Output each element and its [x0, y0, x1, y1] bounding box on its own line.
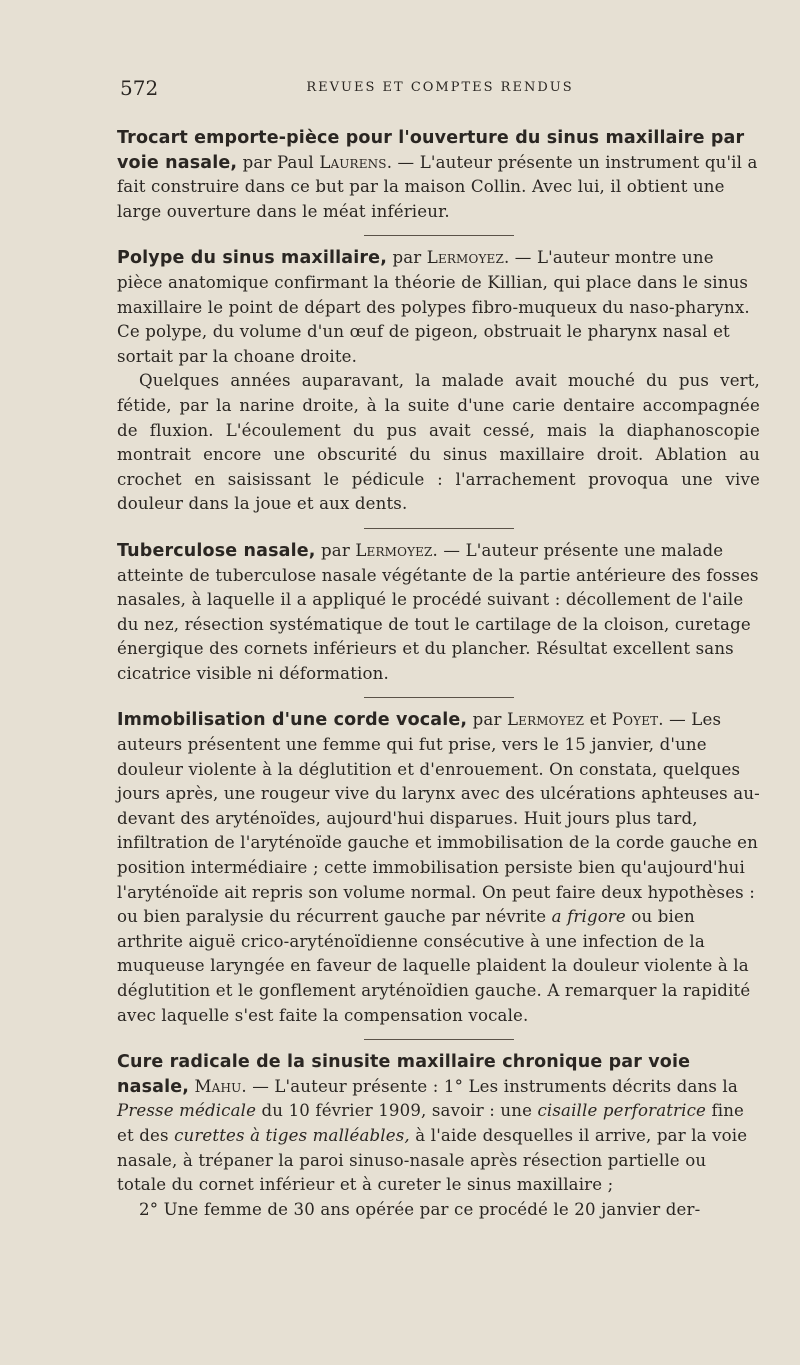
- paragraph: Quelques années auparavant, la malade avait mouché du pus vert, fétide, par la narine droite, à la suite d'une carie dentaire accompagnée de fluxion. L'écoulement du pus avait cessé, mais la diaphanoscopie montrait encore une obscurité du sinus maxillaire droit. Ablation au crochet en saisissant le pédicule : l'arrachement provoqua une vive douleur dans la joue et aux dents.: [117, 371, 760, 514]
- section-title: Trocart emporte-pièce pour l'ouverture du sinus maxillaire par voie nasale,: [117, 128, 745, 173]
- author-name: Mahu: [194, 1076, 242, 1096]
- section-title: Cure radicale de la sinusite maxillaire chronique par voie nasale,: [117, 1052, 691, 1097]
- italic-term: cisaille perforatrice: [537, 1101, 707, 1121]
- section-trocart: Trocart emporte-pièce pour l'ouverture du sinus maxillaire par voie nasale, par Paul Laurens. — L'auteur présente un instrument qu'il a fait construire dans ce but par la maison Collin. Avec lui, il obtient une large ouverture dans le méat inférieur.: [117, 128, 758, 221]
- section-title: Tuberculose nasale,: [117, 540, 316, 561]
- author-name: Lermoyez: [355, 540, 433, 560]
- section-title: Polype du sinus maxillaire,: [117, 248, 387, 269]
- section-divider: [364, 528, 514, 529]
- page-number: 572: [120, 76, 159, 100]
- italic-term: Presse médicale: [117, 1101, 257, 1121]
- author-name: Laurens: [319, 152, 387, 172]
- section-divider: [364, 697, 514, 698]
- author-name: Lermoyez: [426, 248, 504, 268]
- article-body: [117, 126, 760, 1233]
- section-title: Immobilisation d'une corde vocale,: [117, 710, 468, 731]
- italic-term: curettes à tiges malléables,: [174, 1125, 410, 1145]
- section-cure-radicale: Cure radicale de la sinusite maxillaire chronique par voie nasale, Mahu. — L'auteur présente : 1° Les instruments décrits dans la Presse médicale du 10 février 1909, savoir : une cisaille perforatrice fine et des curettes à tiges malléables, à l'aide desquelles il arrive, par la voie nasale, à trépaner la paroi sinuso-nasale après résection partielle ou totale du cornet inférieur et à cureter le sinus maxillaire ; 2° Une femme de 30 ans opérée par ce procédé le 20 janvier der-: [117, 1050, 760, 1222]
- page-header: [120, 76, 760, 102]
- running-title: REVUES ET COMPTES RENDUS: [306, 80, 574, 95]
- section-divider: [364, 1039, 514, 1040]
- section-tuberculose: Tuberculose nasale, par Lermoyez. — L'auteur présente une malade atteinte de tuberculose nasale végétante de la partie antérieure des fosses nasales, à laquelle il a appliqué le procédé suivant : décollement de l'aile du nez, résection systématique de tout le cartilage de la cloison, curetage énergique des cornets inférieurs et du plancher. Résultat excellent sans cicatrice visible ni déformation.: [117, 540, 759, 683]
- section-polype: Polype du sinus maxillaire, par Lermoyez. — L'auteur montre une pièce anatomique confirmant la théorie de Killian, qui place dans le sinus maxillaire le point de départ des polypes fibro-muqueux du naso-pharynx. Ce polype, du volume d'un œuf de pigeon, obstruait le pharynx nasal et sortait par la choane droite. Quelques années auparavant, la malade avait mouché du pus vert, fétide, par la narine droite, à la suite d'une carie dentaire accompagnée de fluxion. L'écoulement du pus avait cessé, mais la diaphanoscopie montrait encore une obscurité du sinus maxillaire droit. Ablation au crochet en saisissant le pédicule : l'arrachement provoqua une vive douleur dans la joue et aux dents.: [117, 246, 760, 517]
- paragraph: 2° Une femme de 30 ans opérée par ce procédé le 20 janvier der-: [139, 1199, 701, 1219]
- author-name: Poyet: [611, 710, 659, 730]
- author-name: Lermoyez: [506, 710, 585, 730]
- italic-term: a frigore: [551, 907, 626, 927]
- section-immobilisation: Immobilisation d'une corde vocale, par Lermoyez et Poyet. — Les auteurs présentent une femme qui fut prise, vers le 15 janvier, d'une douleur violente à la déglutition et d'enrouement. On constata, quelques jours après, une rougeur vive du larynx avec des ulcérations aphteuses au-devant des aryténoïdes, aujourd'hui disparues. Huit jours plus tard, infiltration de l'aryténoïde gauche et immobilisation de la corde gauche en position intermédiaire ; cette immobilisation persiste bien qu'aujourd'hui l'aryténoïde ait repris son volume normal. On peut faire deux hypothèses : ou bien paralysie du récurrent gauche par névrite a frigore ou bien arthrite aiguë crico-aryténoïdienne consécutive à une infection de la muqueuse laryngée en faveur de laquelle plaident la douleur violente à la déglutition et le gonflement aryténoïdien gauche. A remarquer la rapidité avec laquelle s'est faite la compensation vocale.: [117, 710, 760, 1025]
- section-divider: [364, 235, 514, 236]
